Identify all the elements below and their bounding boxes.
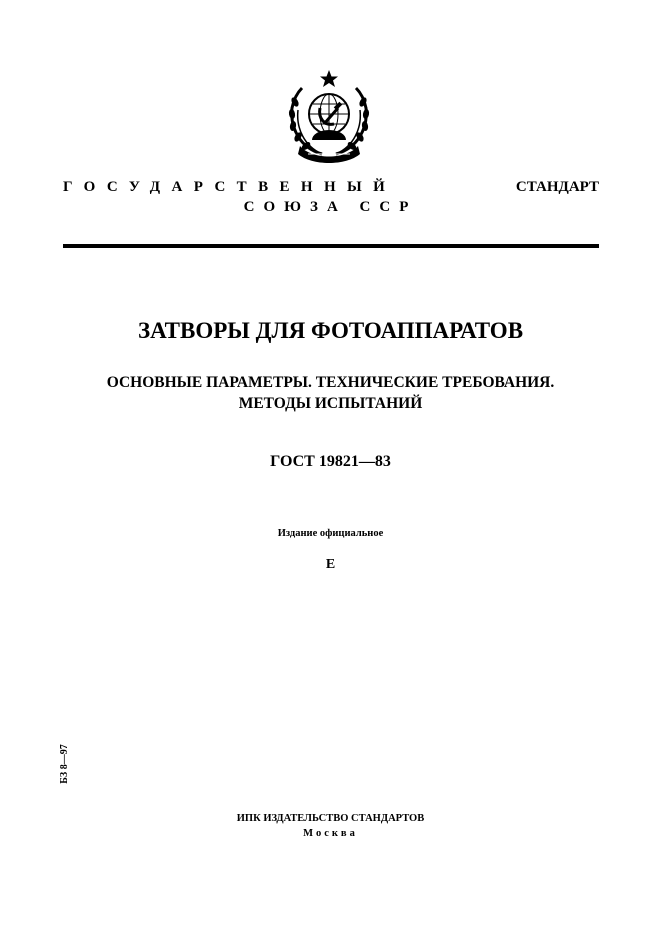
publisher-name: ИПК ИЗДАТЕЛЬСТВО СТАНДАРТОВ xyxy=(236,813,425,824)
horizontal-rule xyxy=(63,244,599,248)
subtitle-line-2: МЕТОДЫ ИСПЫТАНИЙ xyxy=(238,395,423,412)
header-line-2: СОЮЗА ССР xyxy=(243,199,418,215)
header-word-standard: СТАНДАРТ xyxy=(515,179,599,195)
side-note-text: БЗ 8—97 xyxy=(59,744,70,784)
standard-number: ГОСТ 19821—83 xyxy=(270,453,391,470)
document-title: ЗАТВОРЫ ДЛЯ ФОТОАППАРАТОВ xyxy=(137,318,524,343)
publisher-city: Москва xyxy=(303,828,358,839)
header-line-1 xyxy=(63,176,599,198)
subtitle-line-1: ОСНОВНЫЕ ПАРАМЕТРЫ. ТЕХНИЧЕСКИЕ ТРЕБОВАНИЯ. xyxy=(106,374,555,391)
edition-letter: Е xyxy=(325,557,336,572)
document-subtitle xyxy=(60,372,601,414)
ussr-state-emblem-icon xyxy=(282,68,376,168)
side-note xyxy=(55,740,75,788)
header-word-state: ГОСУДАРСТВЕННЫЙ xyxy=(63,179,397,195)
edition-label: Издание официальное xyxy=(277,528,384,539)
